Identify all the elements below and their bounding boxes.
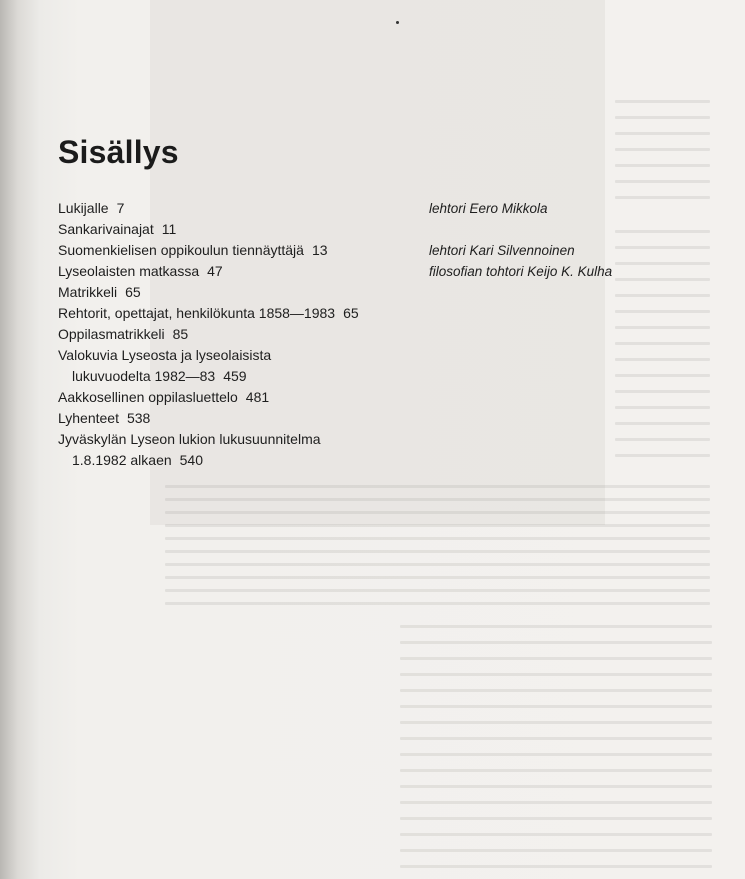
show-through-line: [165, 550, 710, 553]
toc-entry-title: 1.8.1982 alkaen: [72, 452, 172, 468]
toc-entry-title: Lyhenteet: [58, 410, 119, 426]
toc-author: lehtori Eero Mikkola: [429, 201, 548, 216]
toc-entry: [58, 366, 428, 387]
show-through-line: [615, 100, 710, 103]
toc-entry: [58, 240, 428, 261]
show-through-line: [400, 641, 712, 644]
toc-entry-title: Suomenkielisen oppikoulun tiennäyttäjä: [58, 242, 304, 258]
toc-entry: [58, 324, 428, 345]
show-through-line: [400, 817, 712, 820]
show-through-line: [165, 498, 710, 501]
toc-entry: [58, 282, 428, 303]
show-through-line: [165, 524, 710, 527]
ink-speck: [396, 21, 399, 24]
show-through-line: [165, 589, 710, 592]
toc-page-number: 538: [126, 410, 151, 426]
toc-page-number: 65: [343, 305, 359, 321]
show-through-line: [165, 485, 710, 488]
toc-entry-title: Matrikkeli: [58, 284, 118, 300]
toc-page-number: 13: [311, 242, 328, 258]
toc-author: [429, 450, 729, 471]
toc-entry-title: Valokuvia Lyseosta ja lyseolaisista: [58, 347, 272, 363]
show-through-line: [400, 705, 712, 708]
show-through-line: [400, 625, 712, 628]
show-through-line: [400, 721, 712, 724]
toc-entry: [58, 387, 428, 408]
show-through-line: [400, 657, 712, 660]
toc-entry-title: Jyväskylän Lyseon lukion lukusuunnitelma: [58, 431, 321, 447]
show-through-line: [165, 576, 710, 579]
show-through-line: [400, 849, 712, 852]
show-through-line: [615, 132, 710, 135]
show-through-line: [165, 602, 710, 605]
toc-entry-title: Sankarivainajat: [58, 221, 154, 237]
toc-page-number: 7: [116, 200, 125, 216]
page-title: Sisällys: [58, 134, 179, 170]
show-through-line: [165, 511, 710, 514]
toc-entry: [58, 408, 428, 429]
show-through-line: [615, 148, 710, 151]
show-through-line: [400, 753, 712, 756]
show-through-line: [400, 785, 712, 788]
toc-entry: [58, 219, 428, 240]
toc-page-number: 481: [245, 389, 270, 405]
show-through-line: [400, 689, 712, 692]
toc-author: [429, 366, 729, 387]
toc-author: [429, 408, 729, 429]
toc-author: [429, 282, 729, 303]
toc-author: [429, 345, 729, 366]
toc-entry: [58, 198, 428, 219]
table-of-contents: [58, 198, 428, 471]
toc-author: lehtori Kari Silvennoinen: [429, 243, 575, 258]
author-column: [429, 198, 729, 471]
show-through-line: [165, 563, 710, 566]
show-through-line: [165, 537, 710, 540]
toc-author: filosofian tohtori Keijo K. Kulha: [429, 264, 613, 279]
toc-entry-title: lukuvuodelta 1982—83: [72, 368, 216, 384]
show-through-line: [400, 673, 712, 676]
show-through-line: [400, 769, 712, 772]
show-through-line: [615, 116, 710, 119]
show-through-line: [400, 865, 712, 868]
toc-entry: [58, 261, 428, 282]
show-through-line: [615, 164, 710, 167]
toc-page-number: 540: [179, 452, 203, 468]
show-through-line: [400, 801, 712, 804]
toc-entry: [58, 429, 428, 450]
toc-entry: [58, 345, 428, 366]
toc-page-number: 47: [207, 263, 223, 279]
toc-page-number: 65: [125, 284, 141, 300]
toc-author: [429, 324, 729, 345]
toc-entry: [58, 450, 428, 471]
toc-entry-title: Lukijalle: [58, 200, 109, 216]
toc-author: [429, 387, 729, 408]
toc-page-number: 459: [223, 368, 247, 384]
show-through-line: [400, 737, 712, 740]
toc-author: [429, 429, 729, 450]
toc-page-number: 11: [161, 221, 177, 237]
show-through-line: [400, 833, 712, 836]
toc-entry-title: Rehtorit, opettajat, henkilökunta 1858—1983: [58, 305, 336, 321]
toc-entry-title: Oppilasmatrikkeli: [58, 326, 165, 342]
toc-author: [429, 303, 729, 324]
toc-page-number: 85: [172, 326, 189, 342]
toc-entry-title: Aakkosellinen oppilasluettelo: [58, 389, 238, 405]
toc-author: [429, 219, 729, 240]
show-through-line: [615, 180, 710, 183]
toc-entry-title: Lyseolaisten matkassa: [58, 263, 200, 279]
toc-entry: [58, 303, 428, 324]
